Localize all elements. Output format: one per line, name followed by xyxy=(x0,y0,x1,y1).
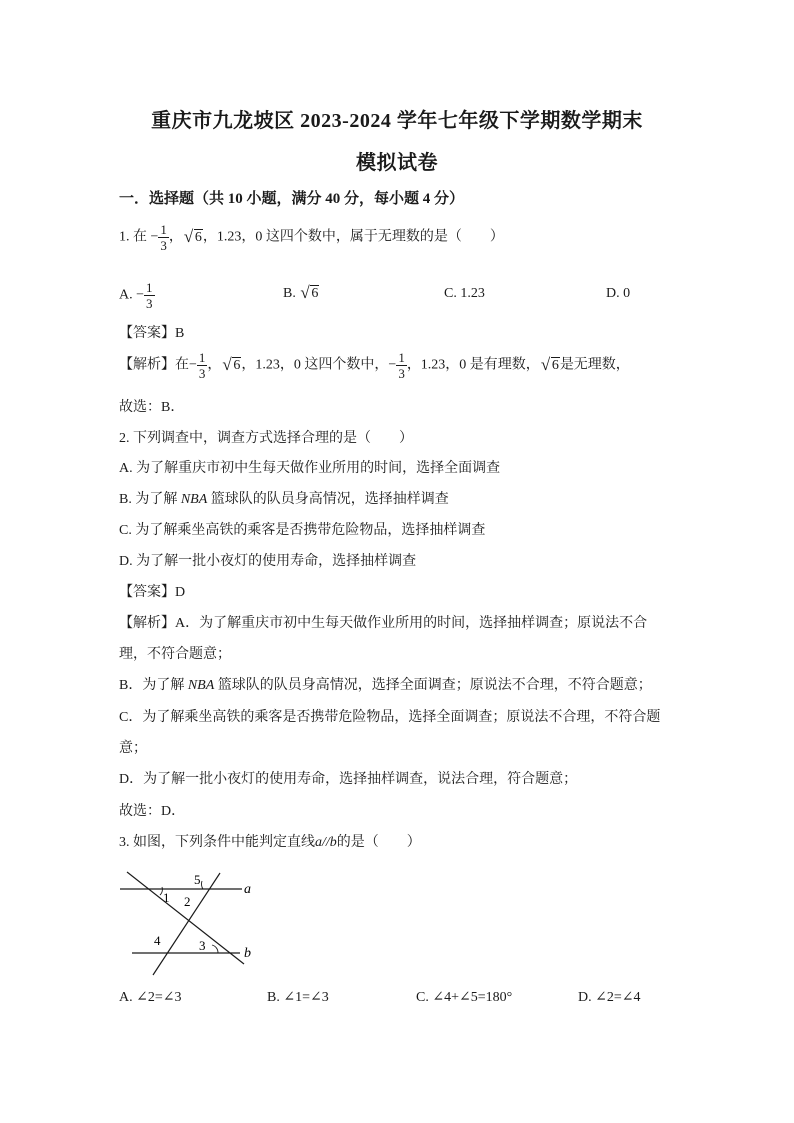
question-2-stem: 2. 下列调查中，调查方式选择合理的是（ ） xyxy=(119,431,413,446)
parallel-lines-figure xyxy=(110,865,280,980)
section-heading: 一．选择题（共 10 小题，满分 40 分，每小题 4 分） xyxy=(119,191,465,207)
sqrt-expression xyxy=(185,230,203,246)
page-title: 重庆市九龙坡区 2023-2024 学年七年级下学期数学期末 xyxy=(151,110,643,132)
nba-text: NBA xyxy=(187,678,215,693)
q3-option-c: C. ∠4+∠5=180° xyxy=(416,990,513,1005)
angle-1-arc xyxy=(160,887,162,895)
q3-stem-suffix: 的是（ ） xyxy=(336,835,421,850)
fraction-numerator: 1 xyxy=(398,350,405,365)
fraction xyxy=(396,350,407,381)
angle-3-label: 3 xyxy=(199,938,206,953)
q1-comma: ， xyxy=(168,229,183,245)
q1-comma: ， xyxy=(207,357,222,373)
angle-3-arc xyxy=(212,945,218,953)
fraction xyxy=(144,280,155,311)
q1-neg: − xyxy=(189,357,197,373)
angle-4-label: 4 xyxy=(154,933,161,948)
q2-analysis-d: D．为了解一批小夜灯的使用寿命，选择抽样调查，说法合理，符合题意； xyxy=(119,772,578,787)
transversal-2 xyxy=(127,872,244,964)
analysis-end: 是无理数， xyxy=(559,357,630,373)
q1-rest: ，1.23，0 这四个数中，属于无理数的是（ ） xyxy=(202,229,504,245)
q1-option-a xyxy=(119,280,155,311)
angle-5-label: 5 xyxy=(194,872,201,887)
fraction xyxy=(197,350,208,381)
q1-analysis xyxy=(119,350,630,381)
transversal-1 xyxy=(153,873,220,975)
q3-option-d: D. ∠2=∠4 xyxy=(578,990,641,1005)
option-b-prefix: B. 为了解 xyxy=(119,492,178,507)
question-1-stem xyxy=(119,222,504,253)
q1-neg: − xyxy=(388,357,397,373)
q2-analysis-a-line1: 【解析】A．为了解重庆市初中生每天做作业所用的时间，选择抽样调查；原说法不合 xyxy=(119,616,648,631)
fraction-numerator: 1 xyxy=(198,350,206,365)
fraction-denominator: 3 xyxy=(160,238,167,253)
q2-option-a: A. 为了解重庆市初中生每天做作业所用的时间，选择全面调查 xyxy=(119,461,501,476)
q1-prefix: 1. 在 xyxy=(119,229,147,245)
fraction-denominator: 3 xyxy=(398,366,405,381)
option-label: B. xyxy=(283,286,296,301)
fraction-denominator: 3 xyxy=(198,366,206,381)
angle-5-arc xyxy=(201,881,203,889)
sqrt-radicand: 6 xyxy=(194,229,202,245)
q1-option-b xyxy=(283,286,319,302)
sqrt-expression xyxy=(542,358,560,374)
q1-option-d: D. 0 xyxy=(606,286,631,301)
analysis-b-suffix: 篮球队的队员身高情况，选择全面调查；原说法不合理，不符合题意； xyxy=(217,678,652,693)
q3-stem-prefix: 3. 如图，下列条件中能判定直线 xyxy=(119,835,315,850)
q2-analysis-a-line2: 理，不符合题意； xyxy=(119,647,231,662)
q1-neg: − xyxy=(150,229,159,245)
fraction xyxy=(158,222,169,253)
q2-answer: 【答案】D xyxy=(119,585,186,600)
analysis-mid-2: ，1.23，0 是有理数， xyxy=(406,357,540,373)
parallel-notation: a//b xyxy=(315,835,337,850)
sqrt-expression xyxy=(223,358,241,374)
fraction-numerator: 1 xyxy=(160,222,167,237)
sqrt-radicand: 6 xyxy=(233,357,241,373)
q2-option-c: C. 为了解乘坐高铁的乘客是否携带危险物品，选择抽样调查 xyxy=(119,523,486,538)
fraction-denominator: 3 xyxy=(146,296,153,311)
angle-1-label: 1 xyxy=(163,890,170,905)
analysis-mid-1: ，1.23，0 这四个数中， xyxy=(241,357,389,373)
label-b: b xyxy=(244,946,251,961)
analysis-label: 【解析】在 xyxy=(119,357,189,373)
angle-2-label: 2 xyxy=(184,894,191,909)
analysis-b-prefix: B．为了解 xyxy=(119,678,185,693)
sqrt-radicand: 6 xyxy=(551,357,559,373)
q1-answer: 【答案】B xyxy=(119,326,185,341)
question-3-stem xyxy=(119,831,421,851)
q2-analysis-c-line2: 意； xyxy=(119,741,147,756)
q1-neg: − xyxy=(136,287,145,303)
q1-option-c: C. 1.23 xyxy=(444,286,485,301)
q3-option-b: B. ∠1=∠3 xyxy=(267,990,329,1005)
q2-option-d: D. 为了解一批小夜灯的使用寿命，选择抽样调查 xyxy=(119,554,417,569)
q1-conclusion: 故选：B． xyxy=(119,400,185,415)
q3-option-a: A. ∠2=∠3 xyxy=(119,990,182,1005)
q2-analysis-b xyxy=(119,674,652,694)
sqrt-radicand: 6 xyxy=(311,286,319,301)
q2-analysis-c-line1: C．为了解乘坐高铁的乘客是否携带危险物品，选择全面调查；原说法不合理，不符合题 xyxy=(119,710,661,725)
option-b-suffix: 篮球队的队员身高情况，选择抽样调查 xyxy=(210,492,449,507)
fraction-numerator: 1 xyxy=(146,280,153,295)
page-subtitle: 模拟试卷 xyxy=(356,152,438,174)
nba-text: NBA xyxy=(180,492,208,507)
q2-option-b xyxy=(119,488,449,508)
sqrt-expression xyxy=(301,286,319,302)
q2-conclusion: 故选：D． xyxy=(119,804,186,819)
label-a: a xyxy=(244,882,251,897)
option-label: A. xyxy=(119,287,133,303)
